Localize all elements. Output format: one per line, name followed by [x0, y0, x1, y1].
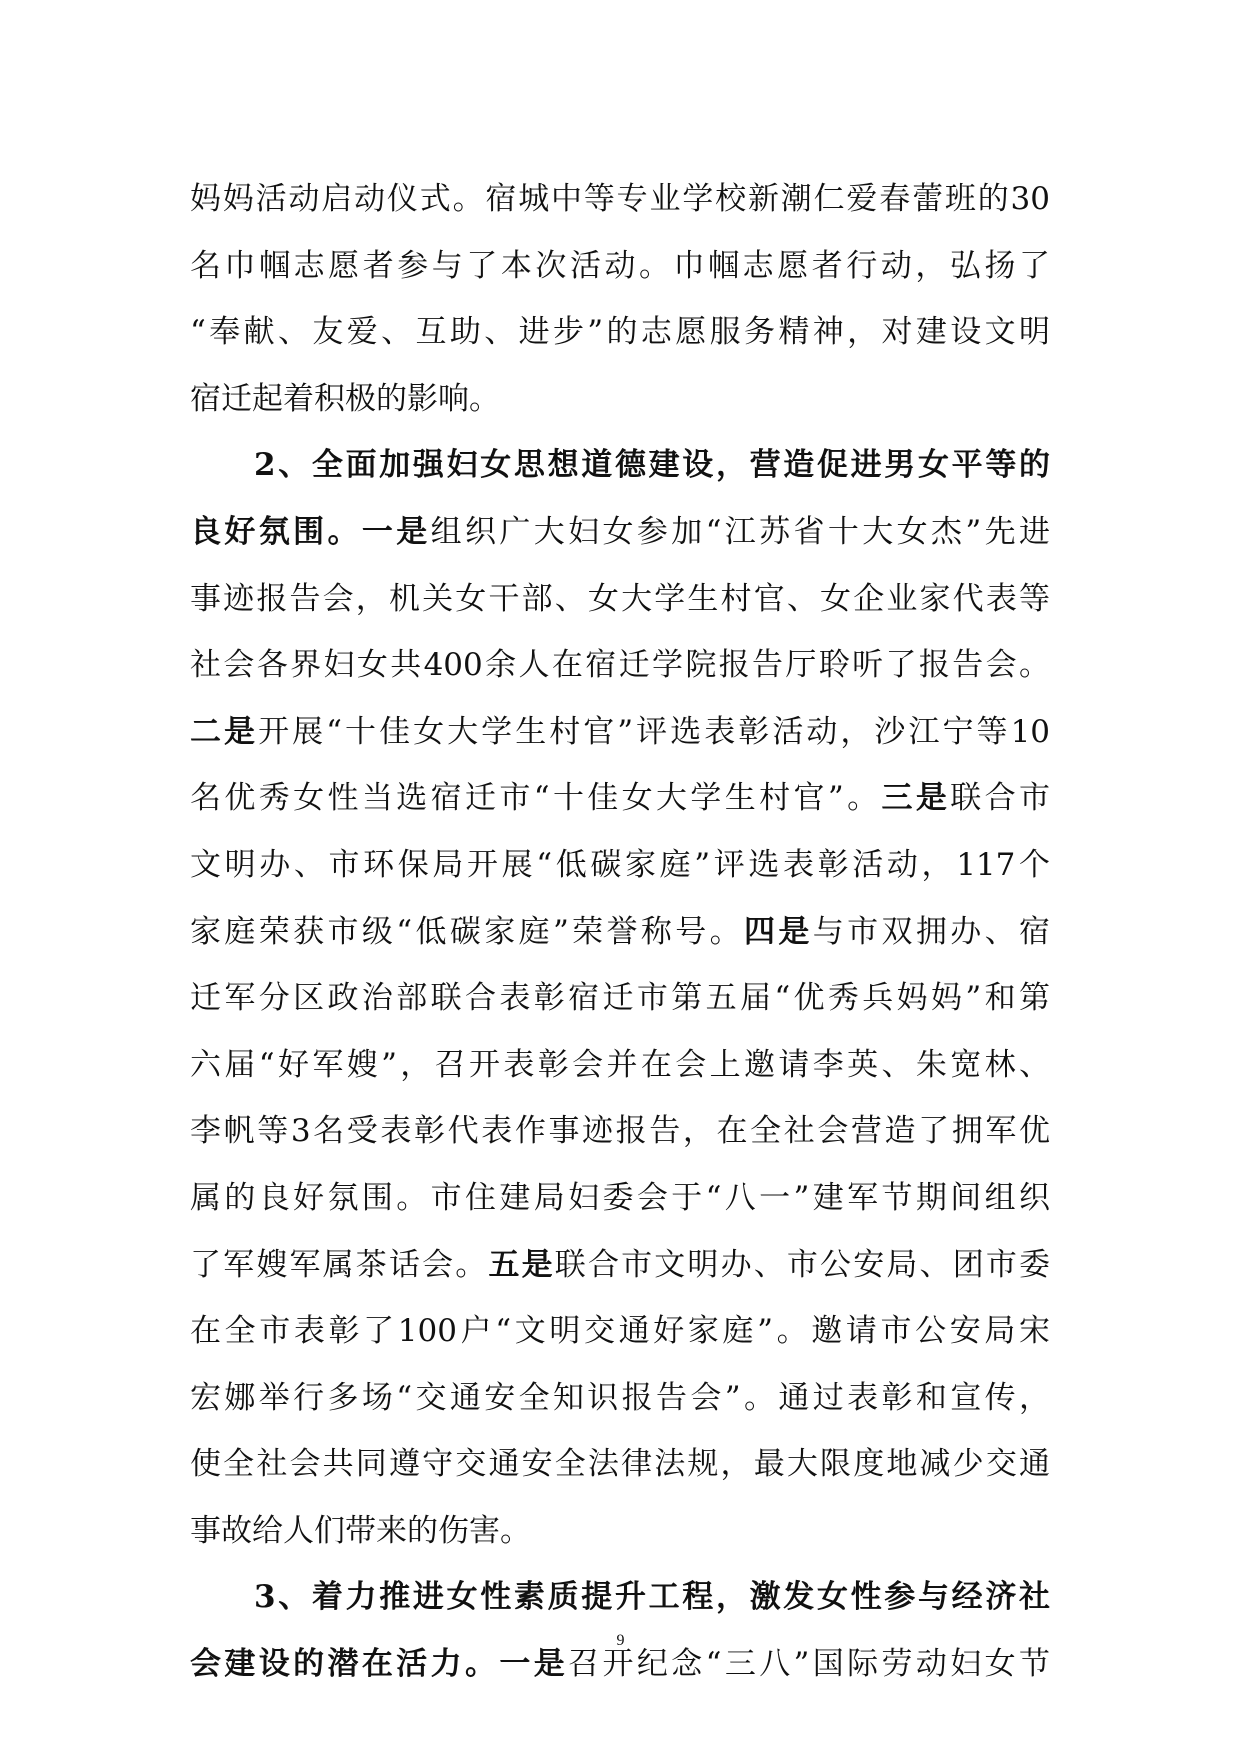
section-heading-line: 2、全面加强妇女思想道德建设，营造促进男女平等的 — [254, 447, 1050, 484]
text-line: 李帆等3名受表彰代表作事迹报告，在全社会营造了拥军优 — [190, 1113, 1050, 1150]
text-line: 属的良好氛围。市住建局妇委会于“八一”建军节期间组织 — [190, 1179, 1050, 1216]
enumerator: 一是 — [499, 1646, 569, 1683]
body-text — [190, 166, 1050, 1698]
text-line: 社会各界妇女共400余人在宿迁学院报告厅聆听了报告会。 — [190, 647, 1050, 684]
text-line: 使全社会共同遵守交通安全法律法规，最大限度地减少交通 — [190, 1446, 1050, 1483]
text-line: 家庭荣获市级“低碳家庭”荣誉称号。四是与市双拥办、宿 — [190, 913, 1050, 950]
text-line: 在全市表彰了100户“文明交通好家庭”。邀请市公安局宋 — [190, 1313, 1050, 1350]
text-line: 了军嫂军属茶话会。五是联合市文明办、市公安局、团市委 — [190, 1246, 1050, 1283]
enumerator: 三是 — [881, 780, 951, 817]
section-heading-tail: 会建设的潜在活力。 — [190, 1646, 500, 1683]
text-line: 宿迁起着积极的影响。 — [190, 380, 500, 417]
text-line: 迁军分区政治部联合表彰宿迁市第五届“优秀兵妈妈”和第 — [190, 980, 1050, 1017]
text-line: 会建设的潜在活力。一是召开纪念“三八”国际劳动妇女节 — [190, 1646, 1050, 1683]
text-line: 宏娜举行多场“交通安全知识报告会”。通过表彰和宣传， — [190, 1379, 1050, 1416]
enumerator: 五是 — [488, 1246, 555, 1283]
text-line: 事迹报告会，机关女干部、女大学生村官、女企业家代表等 — [190, 580, 1050, 617]
text-line: 名巾帼志愿者参与了本次活动。巾帼志愿者行动，弘扬了 — [190, 247, 1050, 284]
text-line: 六届“好军嫂”，召开表彰会并在会上邀请李英、朱宽林、 — [190, 1046, 1050, 1083]
text-line: 文明办、市环保局开展“低碳家庭”评选表彰活动，117个 — [190, 846, 1050, 883]
enumerator: 四是 — [744, 913, 813, 950]
enumerator: 二是 — [190, 713, 259, 750]
page-number: 9 — [616, 1632, 625, 1649]
text-line: 妈妈活动启动仪式。宿城中等专业学校新潮仁爱春蕾班的30 — [190, 181, 1050, 217]
text-line: 名优秀女性当选宿迁市“十佳女大学生村官”。三是联合市 — [190, 780, 1050, 817]
text-line: 二是开展“十佳女大学生村官”评选表彰活动，沙江宁等10 — [190, 713, 1050, 750]
text-line: 良好氛围。一是组织广大妇女参加“江苏省十大女杰”先进 — [190, 513, 1050, 550]
section-heading-tail: 良好氛围。 — [190, 513, 362, 550]
text-line: 事故给人们带来的伤害。 — [190, 1512, 531, 1549]
section-heading-line: 3、着力推进女性素质提升工程，激发女性参与经济社 — [254, 1579, 1050, 1616]
text-line: “奉献、友爱、互助、进步”的志愿服务精神，对建设文明 — [190, 314, 1050, 351]
enumerator: 一是 — [361, 513, 431, 550]
